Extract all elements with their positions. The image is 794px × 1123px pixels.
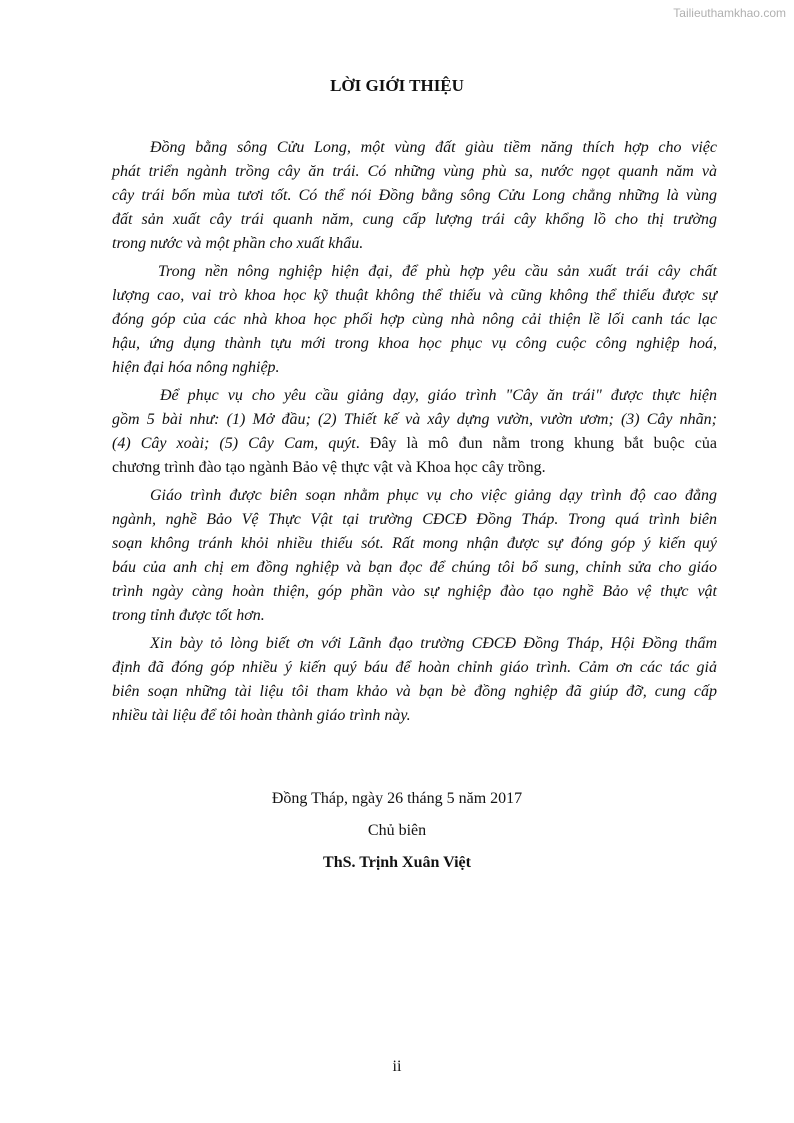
paragraph-3 (112, 384, 717, 480)
text-line: nhiều tài liệu để tôi hoàn thành giáo trình này. (112, 707, 411, 724)
paragraph-1 (112, 136, 717, 256)
text-line: đóng góp của các nhà khoa học phối hợp cùng nhà nông cải thiện lề lối canh tác lạc (112, 311, 717, 328)
text-line: cây trái bốn mùa tươi tốt. Có thể nói Đồng bằng sông Cửu Long chẳng những là vùng (112, 187, 717, 204)
text-line: Trong nền nông nghiệp hiện đại, để phù hợp yêu cầu sản xuất trái cây chất (158, 263, 717, 280)
text-line: trong tỉnh được tốt hơn. (112, 607, 265, 624)
text-line: Xin bày tỏ lòng biết ơn với Lãnh đạo trường CĐCĐ Đồng Tháp, Hội Đồng thẩm (150, 635, 717, 652)
text-line (112, 432, 717, 456)
text-line: Đồng bằng sông Cửu Long, một vùng đất giàu tiềm năng thích hợp cho việc (150, 139, 717, 156)
text-line: hậu, ứng dụng thành tựu mới trong khoa học phục vụ công cuộc công nghiệp hoá, (112, 335, 717, 352)
watermark: Tailieuthamkhao.com (673, 6, 786, 20)
signature-role: Chủ biên (367, 822, 427, 839)
text-line: hiện đại hóa nông nghiệp. (112, 359, 280, 376)
signature-place-date: Đồng Tháp, ngày 26 tháng 5 năm 2017 (271, 790, 523, 807)
text-line: đất sản xuất cây trái quanh năm, cung cấp lượng trái cây khổng lồ cho thị trường (112, 211, 717, 228)
text-italic: (4) Cây xoài; (5) Cây Cam, quýt (112, 435, 356, 452)
text-line: lượng cao, vai trò khoa học kỹ thuật không thể thiếu và cũng không thể thiếu được sự (112, 287, 717, 304)
text-line: trong nước và một phần cho xuất khẩu. (112, 235, 364, 252)
text-line: gồm 5 bài như: (1) Mở đầu; (2) Thiết kế và xây dựng vườn, vườn ươm; (3) Cây nhãn; (112, 411, 717, 428)
paragraph-5 (112, 632, 717, 728)
page-title: LỜI GIỚI THIỆU (330, 76, 464, 95)
text-line: Giáo trình được biên soạn nhằm phục vụ cho việc giảng dạy trình độ cao đẳng (150, 487, 717, 504)
text-line: chương trình đào tạo ngành Bảo vệ thực vật và Khoa học cây trồng. (112, 459, 546, 476)
document-body (112, 136, 717, 732)
text-line: trình ngày càng hoàn thiện, góp phần vào sự nghiệp đào tạo nghề Bảo vệ thực vật (112, 583, 717, 600)
text-line: soạn không tránh khỏi nhiều thiếu sót. Rất mong nhận được sự đóng góp ý kiến quý (112, 535, 717, 552)
paragraph-4 (112, 484, 717, 628)
text-line: ngành, nghề Bảo Vệ Thực Vật tại trường CĐCĐ Đồng Tháp. Trong quá trình biên (112, 511, 717, 528)
text-normal: . Đây là mô đun nằm trong khung bắt buộc của (355, 435, 717, 452)
text-line: báu của anh chị em đồng nghiệp và bạn đọc để chúng tôi bổ sung, chỉnh sửa cho giáo (112, 559, 717, 576)
text-line: phát triển ngành trồng cây ăn trái. Có những vùng phù sa, nước ngọt quanh năm và (112, 163, 717, 180)
text-line: Để phục vụ cho yêu cầu giảng dạy, giáo trình "Cây ăn trái" được thực hiện (160, 387, 717, 404)
paragraph-2 (112, 260, 717, 380)
text-line: định đã đóng góp nhiều ý kiến quý báu để hoàn chỉnh giáo trình. Cảm ơn các tác giả (112, 659, 717, 676)
text-line: biên soạn những tài liệu tôi tham khảo và bạn bè đồng nghiệp đã giúp đỡ, cung cấp (112, 683, 717, 700)
signature-name: ThS. Trịnh Xuân Việt (323, 854, 471, 871)
page-number: ii (392, 1058, 402, 1075)
